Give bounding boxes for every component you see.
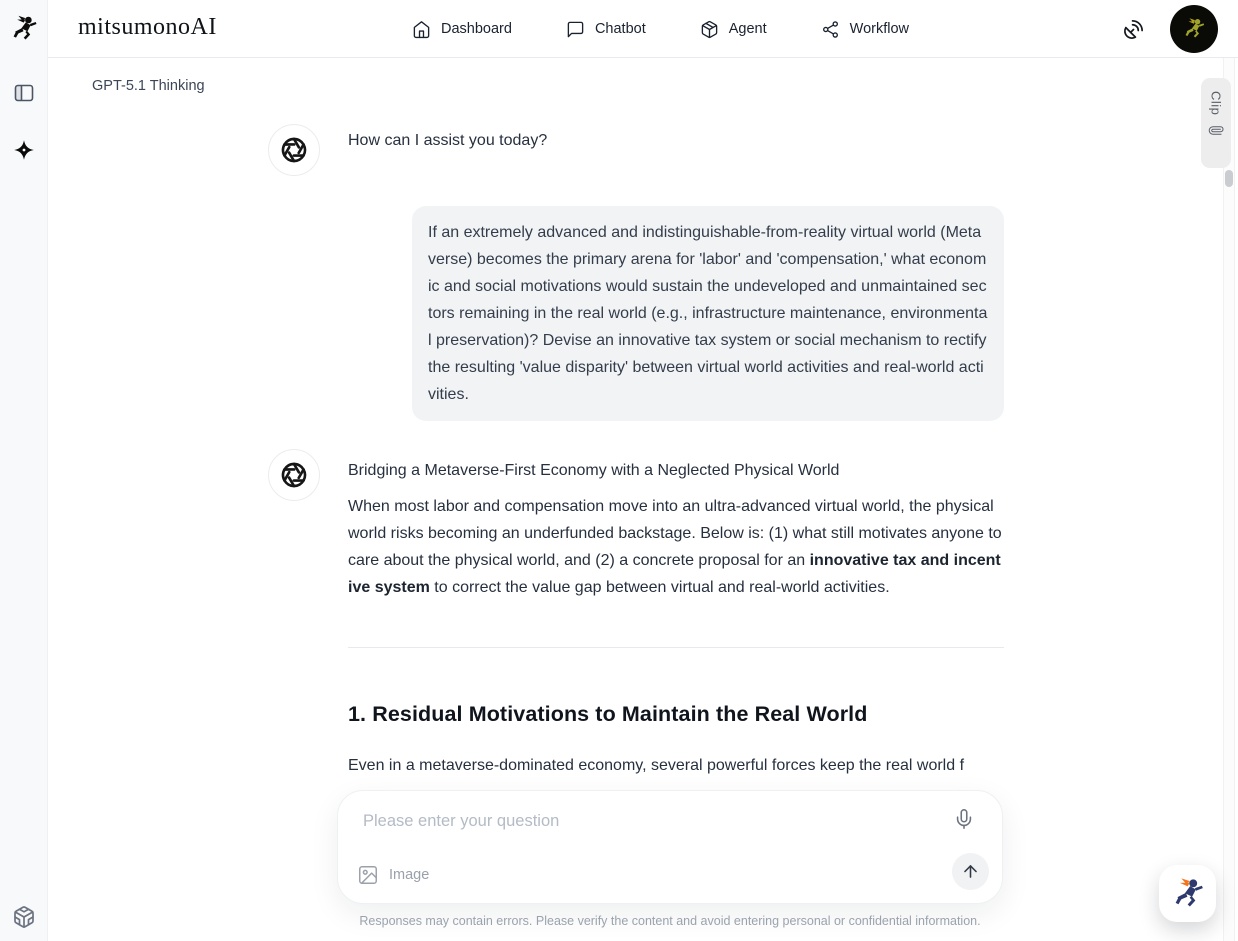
scrollbar-thumb[interactable] bbox=[1225, 170, 1233, 187]
user-avatar[interactable] bbox=[1170, 5, 1218, 53]
reply-section-heading: 1. Residual Motivations to Maintain the Real World bbox=[348, 702, 868, 726]
scrollbar-track[interactable] bbox=[1223, 58, 1235, 941]
openai-logo-icon bbox=[279, 135, 309, 165]
reply-intro-paragraph bbox=[348, 493, 1004, 601]
openai-logo-icon bbox=[279, 460, 309, 490]
assistant-reply-body bbox=[348, 449, 1004, 779]
share-network-icon bbox=[821, 20, 840, 39]
brand-logo: mitsumonoAI bbox=[78, 14, 217, 40]
panel-toggle-icon bbox=[12, 81, 36, 105]
package-box-icon bbox=[700, 20, 719, 39]
user-message-bubble: If an extremely advanced and indistinguishable-from-reality virtual world (Metaverse) becomes the primary arena for 'labor' and 'compensation,' what economic and social motivations would sustain the undeveloped and unmaintained sectors remaining in the real world (e.g., infrastructure maintenance, environmental preservation)? Devise an innovative tax system or social mechanism to rectify the resulting 'value disparity' between virtual world activities and real-world activities. bbox=[412, 206, 1004, 421]
avatar-ninja-figure bbox=[1181, 16, 1207, 42]
codesandbox-cube-icon bbox=[12, 905, 36, 929]
paperclip-icon bbox=[1205, 120, 1226, 141]
reply-intro-start: When most labor and compensation move into an ultra-advanced virtual world, the physical world risks becoming an underfunded backstage. Below is: (1) what still motivates anyone to care about the physical world, and (2) a concrete proposal for an bbox=[348, 498, 1002, 569]
mascot-assistant-button[interactable] bbox=[1159, 865, 1216, 922]
nav-agent-label: Agent bbox=[728, 21, 767, 37]
sparkle-icon bbox=[12, 138, 36, 162]
reply-section-text: Even in a metaverse-dominated economy, several powerful forces keep the real world f bbox=[348, 757, 965, 774]
nav-chatbot[interactable] bbox=[566, 20, 646, 39]
broadcast-button[interactable] bbox=[1122, 17, 1146, 41]
nav-workflow-label: Workflow bbox=[849, 21, 909, 37]
section-divider bbox=[348, 647, 1004, 648]
ninja-logo-icon bbox=[8, 12, 40, 46]
clip-panel-tab[interactable] bbox=[1201, 78, 1231, 168]
attach-image-button[interactable] bbox=[357, 864, 429, 886]
left-rail bbox=[0, 0, 48, 941]
nav-agent[interactable] bbox=[700, 20, 767, 39]
microphone-icon bbox=[953, 808, 975, 830]
panel-toggle-button[interactable] bbox=[12, 81, 36, 105]
top-header bbox=[48, 0, 1238, 58]
main-nav bbox=[412, 0, 909, 58]
chat-thread bbox=[268, 124, 1004, 779]
assistant-greeting-text: How can I assist you today? bbox=[348, 132, 548, 149]
assistant-message-greeting bbox=[268, 124, 1004, 176]
arrow-up-icon bbox=[961, 862, 980, 881]
assistant-avatar bbox=[268, 449, 320, 501]
nav-workflow[interactable] bbox=[821, 20, 909, 39]
assistant-message-reply bbox=[268, 449, 1004, 779]
ninja-mascot-icon bbox=[1169, 875, 1207, 913]
nav-chatbot-label: Chatbot bbox=[594, 21, 646, 37]
message-composer bbox=[337, 790, 1003, 904]
microphone-button[interactable] bbox=[953, 805, 981, 833]
clip-tab-label: Clip bbox=[1208, 91, 1224, 116]
image-icon bbox=[357, 864, 379, 886]
model-label: GPT-5.1 Thinking bbox=[92, 78, 205, 94]
attach-image-label: Image bbox=[389, 867, 430, 883]
chat-bubble-icon bbox=[566, 20, 585, 39]
sandbox-button[interactable] bbox=[12, 905, 36, 929]
satellite-dish-icon bbox=[1122, 18, 1145, 41]
send-button[interactable] bbox=[952, 853, 989, 890]
reply-intro-end: to correct the value gap between virtual and real-world activities. bbox=[429, 579, 890, 596]
reply-intro-bold: innovative tax and incentive system bbox=[348, 552, 1001, 596]
assistant-avatar bbox=[268, 124, 320, 176]
home-icon bbox=[412, 20, 431, 39]
nav-dashboard[interactable] bbox=[412, 20, 512, 39]
question-input[interactable] bbox=[363, 805, 903, 837]
nav-dashboard-label: Dashboard bbox=[441, 21, 512, 37]
reply-title: Bridging a Metaverse-First Economy with a Neglected Physical World bbox=[348, 462, 840, 479]
disclaimer-text: Responses may contain errors. Please verify the content and avoid entering personal or confidential information. bbox=[359, 914, 981, 928]
sparkle-button[interactable] bbox=[12, 138, 36, 162]
